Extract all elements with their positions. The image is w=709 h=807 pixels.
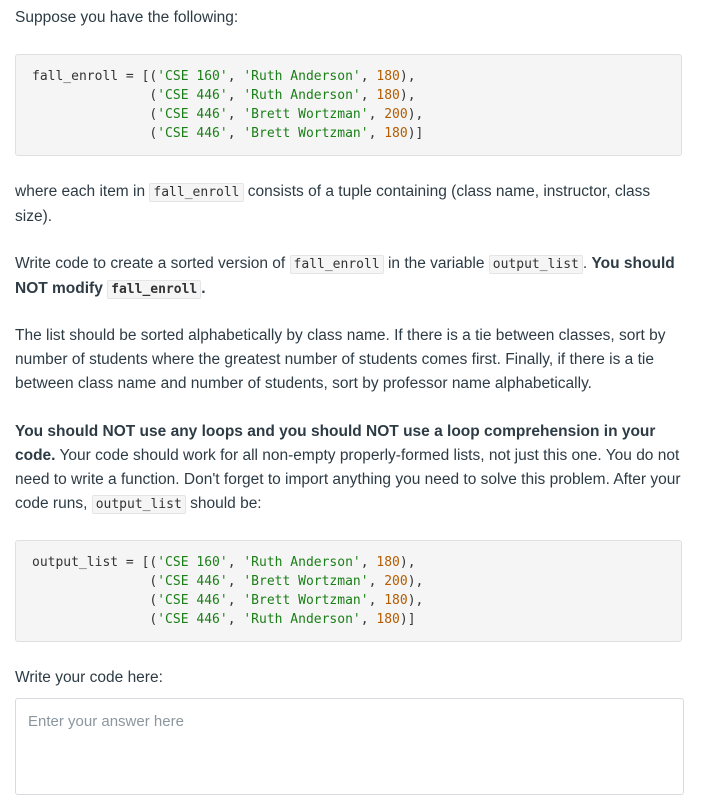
code-class: 'CSE 160'	[157, 555, 228, 570]
code-size: 180	[376, 69, 400, 84]
text-run: Write code to create a sorted version of	[15, 255, 290, 272]
code-instructor: 'Brett Wortzman'	[243, 593, 369, 608]
inline-code: fall_enroll	[107, 280, 201, 299]
code-class: 'CSE 446'	[157, 88, 228, 103]
constraints-text	[15, 420, 685, 517]
code-class: 'CSE 446'	[157, 574, 228, 589]
code-class: 'CSE 446'	[157, 126, 228, 141]
intro-text: Suppose you have the following:	[15, 9, 239, 26]
item-description	[15, 180, 685, 229]
text-run: where each item in	[15, 183, 150, 200]
code-size: 180	[384, 593, 408, 608]
text-run: You should NOT modify	[15, 255, 675, 297]
sorting-rules: The list should be sorted alphabetically by class name. If there is a tie between classes, sort by number of students where the greatest number of students comes first. Finally, if there is a tie between class name and number of students, sort by professor name alphabetically.	[15, 327, 666, 392]
code-instructor: 'Ruth Anderson'	[243, 69, 361, 84]
code-size: 200	[384, 107, 408, 122]
code-class: 'CSE 160'	[157, 69, 228, 84]
answer-input[interactable]	[15, 698, 684, 795]
code-class: 'CSE 446'	[157, 107, 228, 122]
text-run: .	[582, 255, 592, 272]
code-instructor: 'Brett Wortzman'	[243, 107, 369, 122]
inline-code: fall_enroll	[149, 183, 243, 202]
inline-code: output_list	[92, 495, 186, 514]
code-instructor: 'Ruth Anderson'	[243, 612, 361, 627]
fall-enroll-code-block: fall_enroll = [('CSE 160', 'Ruth Anderson', 180), ('CSE 446', 'Ruth Anderson', 180), ('CSE 446', 'Brett Wortzman', 200), ('CSE 446', 'Brett Wortzman', 180)]	[15, 54, 682, 156]
code-instructor: 'Ruth Anderson'	[243, 88, 361, 103]
code-class: 'CSE 446'	[157, 593, 228, 608]
code-size: 180	[376, 88, 400, 103]
inline-code: output_list	[489, 255, 583, 274]
output-list-code-block: output_list = [('CSE 160', 'Ruth Anderson', 180), ('CSE 446', 'Brett Wortzman', 200), ('CSE 446', 'Brett Wortzman', 180), ('CSE 446', 'Ruth Anderson', 180)]	[15, 540, 682, 642]
code-size: 180	[376, 555, 400, 570]
inline-code: fall_enroll	[290, 255, 384, 274]
code-instructor: 'Brett Wortzman'	[243, 574, 369, 589]
text-run: consists of a tuple containing (class name, instructor, class size).	[15, 183, 651, 225]
task-description	[15, 252, 685, 302]
answer-prompt: Write your code here:	[15, 669, 163, 686]
code-size: 180	[384, 126, 408, 141]
bold-warning: You should NOT use any loops and you should NOT use a loop comprehension in your code.	[15, 423, 656, 464]
text-run: should be:	[185, 495, 262, 512]
code-size: 180	[376, 612, 400, 627]
code-var: output_list	[32, 555, 119, 570]
text-run: .	[201, 280, 206, 297]
code-size: 200	[384, 574, 408, 589]
code-instructor: 'Brett Wortzman'	[243, 126, 369, 141]
code-class: 'CSE 446'	[157, 612, 228, 627]
text-run: Your code should work for all non-empty properly-formed lists, not just this one. You do not need to write a function. Don't forget to import anything you need to solve this problem. After your code runs,	[15, 447, 681, 512]
text-run: in the variable	[383, 255, 489, 272]
code-instructor: 'Ruth Anderson'	[243, 555, 361, 570]
code-var: fall_enroll	[32, 69, 119, 84]
